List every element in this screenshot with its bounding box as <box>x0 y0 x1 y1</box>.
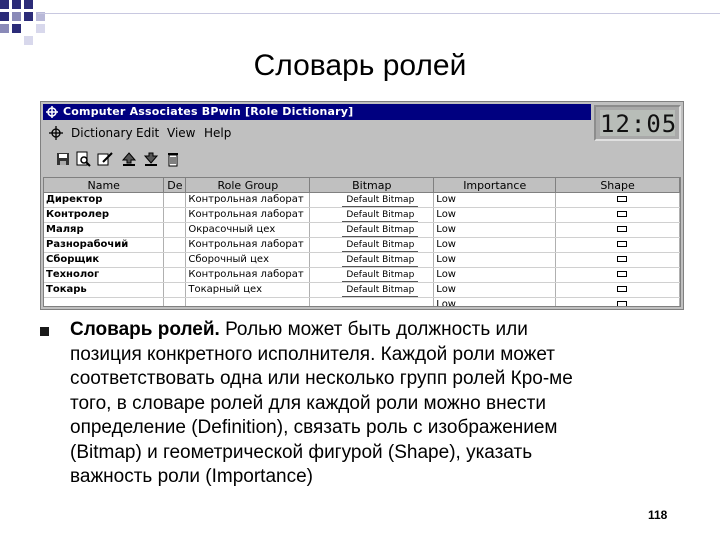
cell-role-group[interactable]: Контрольная лаборат <box>186 193 310 208</box>
cell-bitmap[interactable] <box>310 223 434 238</box>
edit-icon[interactable] <box>97 151 113 167</box>
cell-shape[interactable] <box>556 223 680 238</box>
cell-definition[interactable] <box>164 253 186 268</box>
table-header <box>44 178 680 193</box>
import-icon[interactable] <box>121 151 137 167</box>
cell-bitmap[interactable] <box>310 298 434 308</box>
body-line: определение (Definition), связать роль с изображением <box>70 417 558 438</box>
cell-role-group[interactable]: Сборочный цех <box>186 253 310 268</box>
bitmap-dropdown[interactable]: Default Bitmap <box>342 194 418 207</box>
bitmap-dropdown[interactable]: Default Bitmap <box>342 224 418 237</box>
cell-definition[interactable] <box>164 283 186 298</box>
slide-body <box>70 318 670 490</box>
bitmap-dropdown[interactable]: Default Bitmap <box>342 209 418 222</box>
column-header[interactable]: Shape <box>556 178 680 193</box>
cell-importance[interactable]: Low <box>434 238 556 253</box>
cell-shape[interactable] <box>556 193 680 208</box>
document-menu-icon[interactable] <box>49 126 63 140</box>
cell-name[interactable] <box>44 298 164 308</box>
cell-name[interactable]: Директор <box>44 193 164 208</box>
table-row[interactable] <box>44 253 680 268</box>
menu-bar <box>43 122 591 144</box>
cell-importance[interactable]: Low <box>434 223 556 238</box>
window-titlebar[interactable] <box>43 104 591 120</box>
menu-help[interactable]: Help <box>204 126 232 140</box>
app-window <box>40 101 684 310</box>
cell-bitmap[interactable] <box>310 268 434 283</box>
table-row[interactable] <box>44 193 680 208</box>
rectangle-shape-icon <box>617 241 627 247</box>
column-header[interactable]: Role Group <box>186 178 310 193</box>
cell-bitmap[interactable] <box>310 238 434 253</box>
delete-icon[interactable] <box>165 151 181 167</box>
rectangle-shape-icon <box>617 256 627 262</box>
cell-definition[interactable] <box>164 238 186 253</box>
cell-definition[interactable] <box>164 223 186 238</box>
body-bold-term: Словарь ролей. <box>70 319 220 340</box>
bullet-marker <box>40 327 49 336</box>
body-line: того, в словаре ролей для каждой роли можно внести <box>70 392 546 414</box>
page-number: 118 <box>648 508 668 522</box>
rectangle-shape-icon <box>617 286 627 292</box>
preview-icon[interactable] <box>75 151 91 167</box>
cell-bitmap[interactable] <box>310 208 434 223</box>
bitmap-dropdown[interactable]: Default Bitmap <box>342 269 418 282</box>
rectangle-shape-icon <box>617 196 627 202</box>
cell-shape[interactable] <box>556 283 680 298</box>
cell-role-group[interactable]: Контрольная лаборат <box>186 208 310 223</box>
rectangle-shape-icon <box>617 271 627 277</box>
table-row[interactable] <box>44 223 680 238</box>
table-row[interactable] <box>44 298 680 308</box>
body-line: важность роли (Importance) <box>70 466 313 487</box>
slide-title: Словарь ролей <box>253 49 467 82</box>
bitmap-dropdown[interactable]: Default Bitmap <box>342 284 418 297</box>
column-header[interactable]: Bitmap <box>310 178 434 193</box>
cell-importance[interactable]: Low <box>434 298 556 308</box>
column-header[interactable]: Name <box>44 178 164 193</box>
cell-role-group[interactable]: Контрольная лаборат <box>186 238 310 253</box>
cell-definition[interactable] <box>164 208 186 223</box>
cell-definition[interactable] <box>164 268 186 283</box>
menu-view[interactable]: View <box>167 126 196 140</box>
body-line: позиция конкретного исполнителя. Каждой роли может <box>70 343 556 365</box>
cell-bitmap[interactable] <box>310 283 434 298</box>
toolbar <box>43 146 683 174</box>
save-icon[interactable] <box>55 151 71 167</box>
cell-role-group[interactable] <box>186 298 310 308</box>
header-rule <box>38 13 720 14</box>
role-dictionary-grid <box>43 177 681 307</box>
cell-name[interactable]: Сборщик <box>44 253 164 268</box>
rectangle-shape-icon <box>617 226 627 232</box>
bitmap-dropdown[interactable]: Default Bitmap <box>342 239 418 252</box>
window-title: Computer Associates BPwin [Role Dictionary] <box>63 105 354 118</box>
table-row[interactable] <box>44 208 680 223</box>
cell-name[interactable]: Технолог <box>44 268 164 283</box>
cell-name[interactable]: Маляр <box>44 223 164 238</box>
clock-time: 12:05 <box>600 110 678 138</box>
cell-importance[interactable]: Low <box>434 268 556 283</box>
rectangle-shape-icon <box>617 301 627 307</box>
cell-importance[interactable]: Low <box>434 253 556 268</box>
cell-shape[interactable] <box>556 298 680 308</box>
column-header[interactable]: Importance <box>434 178 556 193</box>
cell-importance[interactable]: Low <box>434 283 556 298</box>
menu-edit[interactable]: Edit <box>136 126 160 140</box>
cell-shape[interactable] <box>556 268 680 283</box>
cell-name[interactable]: Контролер <box>44 208 164 223</box>
body-line: соответствовать одна или несколько групп ролей Кро-ме <box>70 368 573 389</box>
table-row[interactable] <box>44 283 680 298</box>
column-header[interactable]: De <box>164 178 186 193</box>
cell-definition[interactable] <box>164 193 186 208</box>
cell-role-group[interactable]: Контрольная лаборат <box>186 268 310 283</box>
rectangle-shape-icon <box>617 211 627 217</box>
cell-definition[interactable] <box>164 298 186 308</box>
cell-name[interactable]: Токарь <box>44 283 164 298</box>
export-icon[interactable] <box>143 151 159 167</box>
cell-shape[interactable] <box>556 238 680 253</box>
clock-display <box>594 105 681 141</box>
role-table <box>44 178 680 307</box>
cell-role-group[interactable]: Токарный цех <box>186 283 310 298</box>
cell-importance[interactable]: Low <box>434 208 556 223</box>
table-row[interactable] <box>44 268 680 283</box>
cell-name[interactable]: Разнорабочий <box>44 238 164 253</box>
cell-importance[interactable]: Low <box>434 193 556 208</box>
cell-role-group[interactable]: Окрасочный цех <box>186 223 310 238</box>
body-line: Ролью может быть должность или <box>219 319 528 340</box>
cell-shape[interactable] <box>556 253 680 268</box>
app-icon <box>46 106 58 118</box>
body-line: (Bitmap) и геометрической фигурой (Shape), указать <box>70 441 533 463</box>
bitmap-dropdown[interactable]: Default Bitmap <box>342 254 418 267</box>
table-row[interactable] <box>44 238 680 253</box>
cell-bitmap[interactable] <box>310 253 434 268</box>
menu-dictionary[interactable]: Dictionary <box>71 126 133 140</box>
cell-shape[interactable] <box>556 208 680 223</box>
cell-bitmap[interactable] <box>310 193 434 208</box>
